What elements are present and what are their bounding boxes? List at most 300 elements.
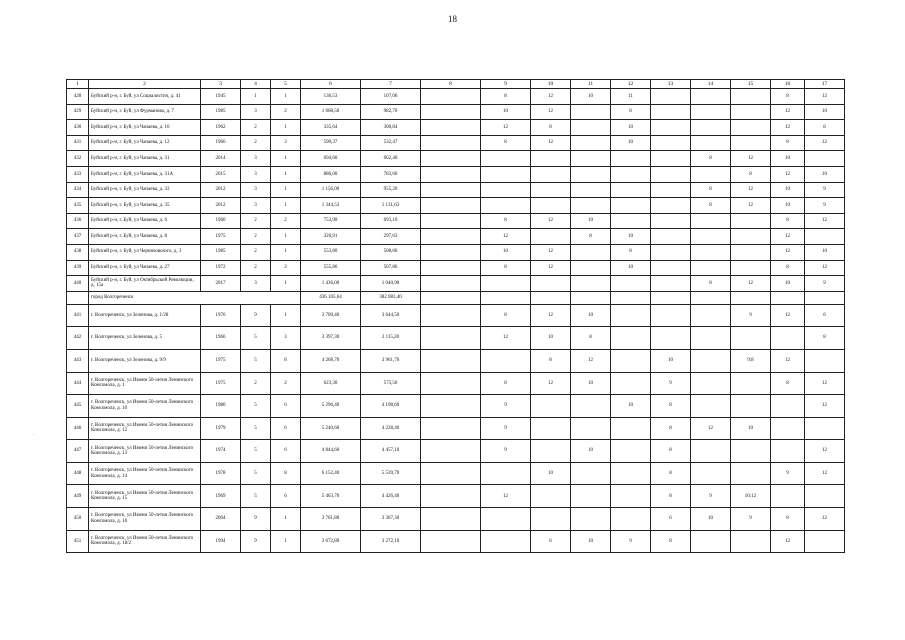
period-cell [571, 104, 611, 120]
living-area-cell: 4 457,10 [361, 440, 421, 463]
table-row [67, 166, 845, 182]
period-cell [571, 120, 611, 136]
total-area-cell: 1 344,53 [301, 198, 361, 214]
period-cell [771, 417, 805, 440]
period-cell [531, 166, 571, 182]
period-cell [731, 327, 771, 350]
period-cell: 9 [805, 182, 845, 198]
year-cell: 2015 [201, 166, 241, 182]
row-number: 433 [67, 166, 89, 182]
year-cell: 1960 [201, 213, 241, 229]
period-cell: 8 [771, 372, 805, 395]
total-area-cell: 4 268,70 [301, 349, 361, 372]
entrances-cell: 1 [271, 166, 301, 182]
period-cell [571, 508, 611, 531]
period-cell [651, 260, 691, 276]
period-cell: 9;8 [731, 349, 771, 372]
total-area-cell: 326,91 [301, 229, 361, 245]
period-cell: 10 [571, 440, 611, 463]
period-cell [731, 440, 771, 463]
address-cell: г. Волгореченск, ул Зеленова, д. 1/28 [89, 304, 201, 327]
floors-cell: 5 [241, 327, 271, 350]
period-cell: 8 [481, 304, 531, 327]
period-cell: 8 [481, 135, 531, 151]
blank-cell [571, 291, 611, 304]
header-cell: 16 [771, 80, 805, 89]
table-row [67, 508, 845, 531]
period-cell: 10 [571, 530, 611, 553]
period-cell [571, 166, 611, 182]
period-cell: 10 [611, 229, 651, 245]
header-cell: 9 [481, 80, 531, 89]
entrances-cell: 6 [271, 395, 301, 418]
period-cell: 8 [805, 120, 845, 136]
page-number: 18 [448, 14, 457, 24]
floors-cell: 5 [241, 462, 271, 485]
period-cell: 12 [731, 198, 771, 214]
period-cell [481, 508, 531, 531]
header-cell: 6 [301, 80, 361, 89]
period-cell [421, 349, 481, 372]
period-cell: 9 [805, 276, 845, 292]
period-cell [421, 304, 481, 327]
period-cell [571, 485, 611, 508]
total-area-cell: 1 156,00 [301, 182, 361, 198]
period-cell: 10 [481, 244, 531, 260]
entrances-cell: 1 [271, 229, 301, 245]
period-cell [531, 508, 571, 531]
period-cell [481, 182, 531, 198]
total-area-cell: 886,00 [301, 166, 361, 182]
period-cell [691, 372, 731, 395]
table-row [67, 485, 845, 508]
period-cell: 8 [805, 327, 845, 350]
period-cell: 12 [805, 440, 845, 463]
period-cell: 12 [771, 304, 805, 327]
period-cell [805, 229, 845, 245]
period-cell: 10 [805, 104, 845, 120]
period-cell: 10 [771, 198, 805, 214]
living-area-cell: 507,86 [361, 260, 421, 276]
period-cell [691, 135, 731, 151]
header-cell: 14 [691, 80, 731, 89]
period-cell: 12 [481, 120, 531, 136]
period-cell: 10 [611, 120, 651, 136]
living-area-cell: 575,50 [361, 372, 421, 395]
total-area-cell: 753,90 [301, 213, 361, 229]
entrances-cell: 6 [271, 417, 301, 440]
period-cell: 8 [771, 213, 805, 229]
floors-cell: 5 [241, 417, 271, 440]
entrances-cell: 2 [271, 104, 301, 120]
period-cell [651, 229, 691, 245]
period-cell [421, 120, 481, 136]
period-cell [731, 104, 771, 120]
table-row [67, 120, 845, 136]
living-area-cell: 297,63 [361, 229, 421, 245]
entrances-cell: 1 [271, 530, 301, 553]
floors-cell: 2 [241, 120, 271, 136]
living-area-cell: 1 040,90 [361, 276, 421, 292]
city-living-area: 382 083,40 [361, 291, 421, 304]
period-cell [691, 244, 731, 260]
period-cell [691, 530, 731, 553]
period-cell [531, 182, 571, 198]
period-cell [611, 417, 651, 440]
year-cell: 2004 [201, 508, 241, 531]
header-cell: 10 [531, 80, 571, 89]
period-cell [651, 182, 691, 198]
housing-register-table [66, 79, 845, 553]
living-area-cell: 783,60 [361, 166, 421, 182]
period-cell [571, 182, 611, 198]
period-cell: 12 [531, 213, 571, 229]
period-cell: 12 [481, 229, 531, 245]
period-cell: 12 [571, 349, 611, 372]
period-cell: 9 [731, 508, 771, 531]
period-cell [531, 198, 571, 214]
period-cell: 8 [691, 182, 731, 198]
address-cell: г. Волгореченск, ул Имени 50-летия Ленинского Комсомола, д. 18/2 [89, 530, 201, 553]
row-number: 441 [67, 304, 89, 327]
period-cell: 10 [481, 104, 531, 120]
floors-cell: 3 [241, 151, 271, 167]
row-number: 445 [67, 395, 89, 418]
period-cell [421, 229, 481, 245]
entrances-cell: 8 [271, 349, 301, 372]
total-area-cell: 136,53 [301, 89, 361, 105]
blank-cell [611, 291, 651, 304]
period-cell: 8 [571, 229, 611, 245]
period-cell [651, 151, 691, 167]
entrances-cell: 1 [271, 304, 301, 327]
table-row [67, 304, 845, 327]
year-cell: 1980 [201, 395, 241, 418]
period-cell: 12 [805, 395, 845, 418]
period-cell [771, 327, 805, 350]
period-cell: 12 [731, 151, 771, 167]
period-cell [691, 104, 731, 120]
blank-cell [481, 291, 531, 304]
period-cell: 12 [805, 508, 845, 531]
table-row [67, 198, 845, 214]
blank-cell [421, 291, 481, 304]
year-cell: 1962 [201, 120, 241, 136]
period-cell: 12 [691, 417, 731, 440]
period-cell [691, 440, 731, 463]
period-cell: 10 [771, 182, 805, 198]
period-cell: 8 [481, 89, 531, 105]
period-cell: 12 [531, 135, 571, 151]
period-cell: 8 [771, 508, 805, 531]
table-row [67, 151, 845, 167]
period-cell: 8 [651, 395, 691, 418]
address-cell: г. Волгореченск, ул Имени 50-летия Ленинского Комсомола, д. 16 [89, 508, 201, 531]
address-cell: г. Волгореченск, ул Зеленова, д. 5 [89, 327, 201, 350]
period-cell: 10 [771, 151, 805, 167]
period-cell: 10 [771, 276, 805, 292]
period-cell: 8 [771, 260, 805, 276]
period-cell: 10 [571, 372, 611, 395]
address-cell: г. Волгореченск, ул Имени 50-летия Ленинского Комсомола, д. 1 [89, 372, 201, 395]
entrances-cell: 1 [271, 151, 301, 167]
period-cell [611, 327, 651, 350]
period-cell [691, 327, 731, 350]
blank-cell [731, 291, 771, 304]
period-cell: 9 [481, 395, 531, 418]
living-area-cell: 662,40 [361, 151, 421, 167]
period-cell [611, 349, 651, 372]
period-cell [481, 462, 531, 485]
table-row [67, 395, 845, 418]
row-number: 430 [67, 120, 89, 136]
floors-cell: 2 [241, 135, 271, 151]
period-cell [421, 372, 481, 395]
period-cell [805, 530, 845, 553]
period-cell: 12 [771, 530, 805, 553]
period-cell: 12 [805, 135, 845, 151]
period-cell [421, 417, 481, 440]
living-area-cell: 955,20 [361, 182, 421, 198]
address-cell: Буйский р-н, г. Буй, ул Чапаева, д. 12 [89, 135, 201, 151]
table-row [67, 372, 845, 395]
header-cell: 13 [651, 80, 691, 89]
period-cell: 9 [481, 417, 531, 440]
period-cell [731, 89, 771, 105]
total-area-cell: 694,60 [301, 151, 361, 167]
entrances-cell: 1 [271, 89, 301, 105]
table-row [67, 135, 845, 151]
year-cell: 2012 [201, 182, 241, 198]
address-cell: г. Волгореченск, ул Имени 50-летия Ленинского Комсомола, д. 14 [89, 462, 201, 485]
period-cell [421, 182, 481, 198]
table-row [67, 349, 845, 372]
year-cell: 1975 [201, 349, 241, 372]
living-area-cell: 3 961,70 [361, 349, 421, 372]
period-cell: 12 [531, 260, 571, 276]
period-cell [611, 151, 651, 167]
table-row [67, 260, 845, 276]
period-cell: 8 [651, 440, 691, 463]
period-cell: 9 [651, 372, 691, 395]
period-cell [731, 135, 771, 151]
living-area-cell: 3 272,10 [361, 530, 421, 553]
floors-cell: 5 [241, 349, 271, 372]
period-cell: 12 [531, 89, 571, 105]
period-cell [691, 213, 731, 229]
entrances-cell: 3 [271, 327, 301, 350]
year-cell: 1972 [201, 260, 241, 276]
period-cell [611, 276, 651, 292]
floors-cell: 2 [241, 213, 271, 229]
entrances-cell: 1 [271, 182, 301, 198]
floors-cell: 3 [241, 276, 271, 292]
entrances-cell: 2 [271, 372, 301, 395]
row-number: 451 [67, 530, 89, 553]
header-cell: 12 [611, 80, 651, 89]
row-number: 443 [67, 349, 89, 372]
period-cell: 12 [771, 229, 805, 245]
period-cell: 12 [771, 244, 805, 260]
floors-cell: 9 [241, 530, 271, 553]
address-cell: г. Волгореченск, ул Имени 50-летия Ленинского Комсомола, д. 13 [89, 440, 201, 463]
year-cell: 1974 [201, 440, 241, 463]
address-cell: Буйский р-н, г. Буй, ул Чапаева, д. 8 [89, 229, 201, 245]
period-cell: 6 [805, 304, 845, 327]
city-name: город Волгореченск [89, 291, 301, 304]
period-cell: 12 [805, 213, 845, 229]
period-cell [651, 244, 691, 260]
period-cell [421, 213, 481, 229]
blank-cell [651, 291, 691, 304]
period-cell [481, 198, 531, 214]
total-area-cell: 590,37 [301, 135, 361, 151]
address-cell: Буйский р-н, г. Буй, ул Чапаева, д. 31А [89, 166, 201, 182]
period-cell: 10 [611, 260, 651, 276]
year-cell: 1978 [201, 462, 241, 485]
address-cell: г. Волгореченск, ул Имени 50-летия Ленинского Комсомола, д. 10 [89, 395, 201, 418]
header-cell: 1 [67, 80, 89, 89]
table-row [67, 213, 845, 229]
table-row [67, 229, 845, 245]
period-cell [421, 485, 481, 508]
living-area-cell: 982,70 [361, 104, 421, 120]
scan-mark: . [33, 432, 35, 437]
period-cell: 11 [611, 89, 651, 105]
period-cell: 10 [805, 166, 845, 182]
period-cell: 12 [805, 260, 845, 276]
period-cell [421, 198, 481, 214]
period-cell [611, 485, 651, 508]
period-cell [691, 229, 731, 245]
header-cell: 7 [361, 80, 421, 89]
total-area-cell: 3 672,80 [301, 530, 361, 553]
period-cell: 8 [651, 485, 691, 508]
total-area-cell: 5 240,60 [301, 417, 361, 440]
header-cell: 3 [201, 80, 241, 89]
row-number: 428 [67, 89, 89, 105]
total-area-cell: 3 761,80 [301, 508, 361, 531]
period-cell: 10 [651, 349, 691, 372]
period-cell: 10 [531, 327, 571, 350]
living-area-cell: 4 198,60 [361, 395, 421, 418]
period-cell: 12 [531, 104, 571, 120]
row-number: 439 [67, 260, 89, 276]
year-cell: 2012 [201, 198, 241, 214]
period-cell: 10 [611, 135, 651, 151]
period-cell [571, 135, 611, 151]
row-number: 442 [67, 327, 89, 350]
period-cell [421, 276, 481, 292]
entrances-cell: 1 [271, 244, 301, 260]
period-cell [611, 198, 651, 214]
period-cell [691, 304, 731, 327]
period-cell [481, 530, 531, 553]
period-cell: 8 [651, 417, 691, 440]
period-cell [805, 151, 845, 167]
header-cell: 11 [571, 80, 611, 89]
entrances-cell: 1 [271, 508, 301, 531]
entrances-cell: 8 [271, 462, 301, 485]
total-area-cell: 1 436,00 [301, 276, 361, 292]
period-cell [421, 104, 481, 120]
period-cell [571, 260, 611, 276]
period-cell [571, 244, 611, 260]
period-cell [611, 508, 651, 531]
year-cell: 1966 [201, 327, 241, 350]
floors-cell: 5 [241, 485, 271, 508]
period-cell: 9 [771, 462, 805, 485]
period-cell: 8 [571, 327, 611, 350]
row-number: 436 [67, 213, 89, 229]
period-cell [691, 120, 731, 136]
period-cell [421, 530, 481, 553]
period-cell [731, 244, 771, 260]
row-number: 434 [67, 182, 89, 198]
floors-cell: 5 [241, 395, 271, 418]
floors-cell: 2 [241, 244, 271, 260]
city-total-area: 436 105,64 [301, 291, 361, 304]
period-cell: 10 [571, 304, 611, 327]
year-cell: 1969 [201, 485, 241, 508]
period-cell [611, 372, 651, 395]
address-cell: Буйский р-н, г. Буй, ул Фурманова, д. 7 [89, 104, 201, 120]
period-cell: 10 [611, 395, 651, 418]
period-cell [421, 89, 481, 105]
period-cell [571, 462, 611, 485]
period-cell [731, 530, 771, 553]
floors-cell: 3 [241, 104, 271, 120]
period-cell [421, 260, 481, 276]
blank-cell [771, 291, 805, 304]
address-cell: Буйский р-н, г. Буй, ул Октябрьской Революции, д. 15а [89, 276, 201, 292]
total-area-cell: 1 068,50 [301, 104, 361, 120]
period-cell [421, 508, 481, 531]
living-area-cell: 107,06 [361, 89, 421, 105]
period-cell [651, 198, 691, 214]
period-cell [771, 485, 805, 508]
address-cell: Буйский р-н, г. Буй, ул Социалистич, д. 41 [89, 89, 201, 105]
living-area-cell: 508,60 [361, 244, 421, 260]
period-cell: 12 [481, 485, 531, 508]
period-cell: 10 [731, 417, 771, 440]
period-cell: 8 [531, 349, 571, 372]
period-cell [531, 395, 571, 418]
period-cell: 8 [691, 276, 731, 292]
period-cell [611, 182, 651, 198]
row-number: 446 [67, 417, 89, 440]
period-cell: 12 [731, 182, 771, 198]
address-cell: Буйский р-н, г. Буй, ул Чапаева, д. 6 [89, 213, 201, 229]
period-cell [691, 395, 731, 418]
row-number: 438 [67, 244, 89, 260]
period-cell [731, 120, 771, 136]
period-cell: 10 [571, 213, 611, 229]
header-cell: 5 [271, 80, 301, 89]
period-cell [611, 304, 651, 327]
row-number: 448 [67, 462, 89, 485]
year-cell: 1979 [201, 417, 241, 440]
period-cell [651, 276, 691, 292]
period-cell [691, 166, 731, 182]
row-number: 444 [67, 372, 89, 395]
period-cell [421, 244, 481, 260]
period-cell: 10 [571, 89, 611, 105]
period-cell: 8 [481, 213, 531, 229]
total-area-cell: 623,30 [301, 372, 361, 395]
year-cell: 1985 [201, 244, 241, 260]
table-row [67, 530, 845, 553]
